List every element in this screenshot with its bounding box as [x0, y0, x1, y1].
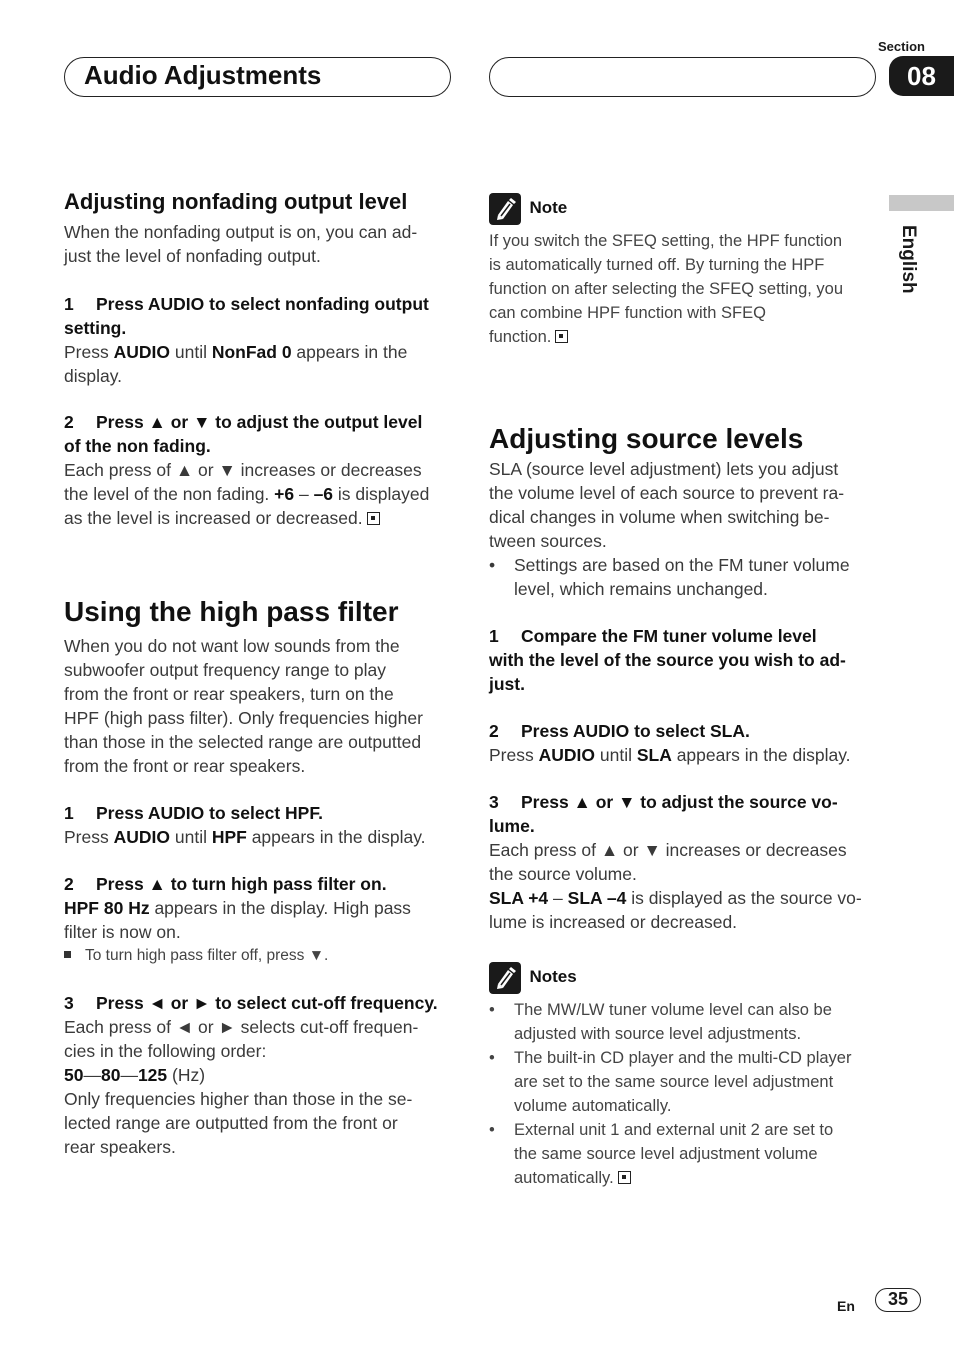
- nonfading-step2-line1: Each press of ▲ or ▼ increases or decreases: [64, 460, 422, 480]
- hpf-step2-body-cont: filter is now on.: [64, 922, 181, 942]
- square-bullet-icon: [64, 951, 71, 958]
- nonfading-step1-title: [64, 292, 454, 316]
- freq-80: 80: [100, 1065, 121, 1085]
- note-label: Note: [529, 198, 568, 218]
- note-line: [489, 325, 879, 349]
- step-title: Press AUDIO to select SLA.: [521, 721, 750, 741]
- sla-step3-line4: lume is increased or decreased.: [489, 912, 738, 932]
- note-header: [489, 193, 879, 225]
- footer-lang: En: [837, 1298, 855, 1314]
- sla-intro-line: tween sources.: [489, 531, 607, 551]
- sla-step3-line1: Each press of ▲ or ▼ increases or decreases: [489, 840, 847, 860]
- nonfading-intro-2: just the level of nonfading output.: [64, 246, 321, 266]
- text: (Hz): [167, 1065, 206, 1085]
- step-title: Press ▲ to turn high pass filter on.: [96, 874, 387, 894]
- bullet-dot-icon: •: [489, 1001, 495, 1019]
- hpf-step3-line6: rear speakers.: [64, 1137, 176, 1157]
- hpf-heading: Using the high pass filter: [64, 596, 399, 627]
- step-title: Compare the FM tuner volume level: [521, 626, 817, 646]
- header-title: Audio Adjustments: [84, 60, 322, 90]
- hpf-intro-line: than those in the selected range are outputted: [64, 732, 422, 752]
- page-number: 35: [887, 1289, 909, 1309]
- hpf-frequency-order: [64, 1063, 454, 1087]
- text: appears in the: [291, 342, 408, 362]
- nonfading-step1-body-cont: display.: [64, 366, 123, 386]
- nonfading-step2-title: [64, 410, 454, 434]
- nonfading-step2-line3: [64, 506, 454, 530]
- text: Press: [64, 827, 114, 847]
- hpf-intro-line: HPF (high pass filter). Only frequencies higher: [64, 708, 423, 728]
- text: as the level is increased or decreased.: [64, 508, 363, 528]
- note-line: can combine HPF function with SFEQ: [489, 304, 766, 322]
- text-bold: SLA –4: [567, 888, 627, 908]
- text-bold: AUDIO: [113, 342, 170, 362]
- hpf-step3-line2: cies in the following order:: [64, 1041, 267, 1061]
- text: To turn high pass filter off, press ▼.: [85, 947, 329, 964]
- sla-intro-line: the volume level of each source to prevent ra-: [489, 483, 845, 503]
- section-label: Section: [878, 39, 925, 54]
- note-body: [489, 229, 879, 349]
- hpf-step3-line5: lected range are outputted from the front or: [64, 1113, 398, 1133]
- notes-item: [489, 998, 879, 1046]
- hpf-intro-line: from the front or rear speakers, turn on the: [64, 684, 394, 704]
- bullet-dot-icon: •: [489, 1121, 495, 1139]
- step-number: 2: [64, 874, 74, 894]
- text: Press: [489, 745, 539, 765]
- step-number: 1: [64, 803, 74, 823]
- text-bold: HPF: [211, 827, 247, 847]
- notes-label: Notes: [529, 967, 577, 987]
- hpf-intro: [64, 634, 454, 778]
- left-column: [64, 188, 454, 1159]
- text: until: [170, 827, 212, 847]
- step-title: Press AUDIO to select HPF.: [96, 803, 323, 823]
- notes-item: [489, 1046, 879, 1118]
- step-number: 1: [489, 626, 499, 646]
- text: –: [548, 888, 568, 908]
- sla-intro-line: SLA (source level adjustment) lets you adjust: [489, 459, 839, 479]
- sla-step1-title-cont: with the level of the source you wish to ad-: [489, 650, 846, 670]
- hpf-step3-line1: Each press of ◄ or ► selects cut-off frequen-: [64, 1017, 419, 1037]
- hpf-step1-title: [64, 801, 454, 825]
- notes-line: The MW/LW tuner volume level can also be: [514, 1001, 832, 1019]
- nonfading-step2-title-cont: of the non fading.: [64, 436, 211, 456]
- step-title: Press ◄ or ► to select cut-off frequency.: [96, 993, 438, 1013]
- hpf-step1-body: [64, 825, 454, 849]
- notes-header: [489, 962, 879, 994]
- step-number: 3: [64, 993, 74, 1013]
- notes-line: are set to the same source level adjustment: [514, 1073, 834, 1091]
- text: until: [170, 342, 212, 362]
- notes-line: The built-in CD player and the multi-CD player: [514, 1049, 852, 1067]
- text-bold: SLA: [636, 745, 672, 765]
- notes-item: [489, 1118, 879, 1190]
- nonfading-intro-1: When the nonfading output is on, you can ad-: [64, 222, 418, 242]
- language-tab-marker: [889, 195, 954, 211]
- text-bold: SLA +4: [489, 888, 549, 908]
- text-bold: +6: [274, 484, 295, 504]
- sla-bullet-line: level, which remains unchanged.: [514, 579, 768, 599]
- text-bold: AUDIO: [113, 827, 170, 847]
- pencil-note-icon: [489, 193, 521, 225]
- text: —: [120, 1065, 138, 1085]
- text: —: [83, 1065, 101, 1085]
- sla-step2-title: [489, 719, 879, 743]
- sla-bullet: [489, 553, 879, 601]
- sla-step3-title-cont: lume.: [489, 816, 535, 836]
- right-column: [489, 193, 879, 1190]
- step-title: Press AUDIO to select nonfading output: [96, 294, 429, 314]
- text: appears in the display.: [671, 745, 851, 765]
- pencil-svg: [489, 193, 521, 225]
- text: Press: [64, 342, 114, 362]
- freq-50: 50: [64, 1065, 84, 1085]
- sla-step1-title-cont: just.: [489, 674, 525, 694]
- end-mark-icon: [555, 330, 568, 343]
- hpf-intro-line: When you do not want low sounds from the: [64, 636, 400, 656]
- sla-heading: Adjusting source levels: [489, 423, 804, 454]
- step-title: Press ▲ or ▼ to adjust the output level: [96, 412, 423, 432]
- language-label: English: [898, 225, 919, 294]
- step-title: Press ▲ or ▼ to adjust the source vo-: [521, 792, 838, 812]
- hpf-step3-line4: Only frequencies higher than those in the se-: [64, 1089, 413, 1109]
- sla-step3-line2: the source volume.: [489, 864, 637, 884]
- text: –: [294, 484, 314, 504]
- end-mark-icon: [367, 512, 380, 525]
- sla-step3-title: [489, 790, 879, 814]
- sla-intro-line: dical changes in volume when switching be-: [489, 507, 830, 527]
- nonfading-step2-line2: [64, 482, 454, 506]
- text: is displayed as the source vo-: [626, 888, 862, 908]
- notes-line: the same source level adjustment volume: [514, 1145, 818, 1163]
- text: the level of the non fading.: [64, 484, 275, 504]
- step-number: 2: [489, 721, 499, 741]
- text-bold: NonFad 0: [211, 342, 292, 362]
- pencil-svg: [489, 962, 521, 994]
- step-number: 1: [64, 294, 74, 314]
- notes-line: [514, 1166, 879, 1190]
- text: appears in the display. High pass: [149, 898, 411, 918]
- sla-intro: [489, 457, 879, 553]
- hpf-step2-body: [64, 896, 454, 920]
- sla-bullet-line: Settings are based on the FM tuner volume: [514, 555, 850, 575]
- notes-line: adjusted with source level adjustments.: [514, 1025, 802, 1043]
- hpf-step2-bullet: [64, 944, 454, 968]
- step-number: 2: [64, 412, 74, 432]
- text: is displayed: [333, 484, 430, 504]
- text: appears in the display.: [246, 827, 426, 847]
- nonfading-step1-body: [64, 340, 454, 364]
- nonfading-step1-title-cont: setting.: [64, 318, 127, 338]
- hpf-intro-line: from the front or rear speakers.: [64, 756, 306, 776]
- hpf-step2-title: [64, 872, 454, 896]
- sla-step1-title: [489, 624, 879, 648]
- notes-line: External unit 1 and external unit 2 are set to: [514, 1121, 834, 1139]
- sla-step3-line3: [489, 886, 879, 910]
- note-line: is automatically turned off. By turning the HPF: [489, 256, 825, 274]
- hpf-intro-line: subwoofer output frequency range to play: [64, 660, 387, 680]
- text-bold: –6: [313, 484, 334, 504]
- text-bold: HPF 80 Hz: [64, 898, 150, 918]
- bullet-dot-icon: •: [489, 1049, 495, 1067]
- section-number: 08: [889, 56, 954, 96]
- freq-125: 125: [137, 1065, 168, 1085]
- nonfading-heading: Adjusting nonfading output level: [64, 189, 408, 214]
- bullet-dot-icon: •: [489, 555, 496, 575]
- text-bold: AUDIO: [538, 745, 595, 765]
- sla-step2-body: [489, 743, 879, 767]
- notes-line: volume automatically.: [514, 1097, 672, 1115]
- notes-list: [489, 998, 879, 1190]
- note-line: If you switch the SFEQ setting, the HPF function: [489, 232, 843, 250]
- text: until: [595, 745, 637, 765]
- pencil-note-icon: [489, 962, 521, 994]
- step-number: 3: [489, 792, 499, 812]
- text: automatically.: [514, 1169, 614, 1187]
- note-line: function on after selecting the SFEQ setting, you: [489, 280, 844, 298]
- header-blank-frame: [489, 57, 876, 97]
- text: function.: [489, 328, 552, 346]
- language-tab: [893, 220, 933, 310]
- end-mark-icon: [618, 1171, 631, 1184]
- hpf-step3-title: [64, 991, 454, 1015]
